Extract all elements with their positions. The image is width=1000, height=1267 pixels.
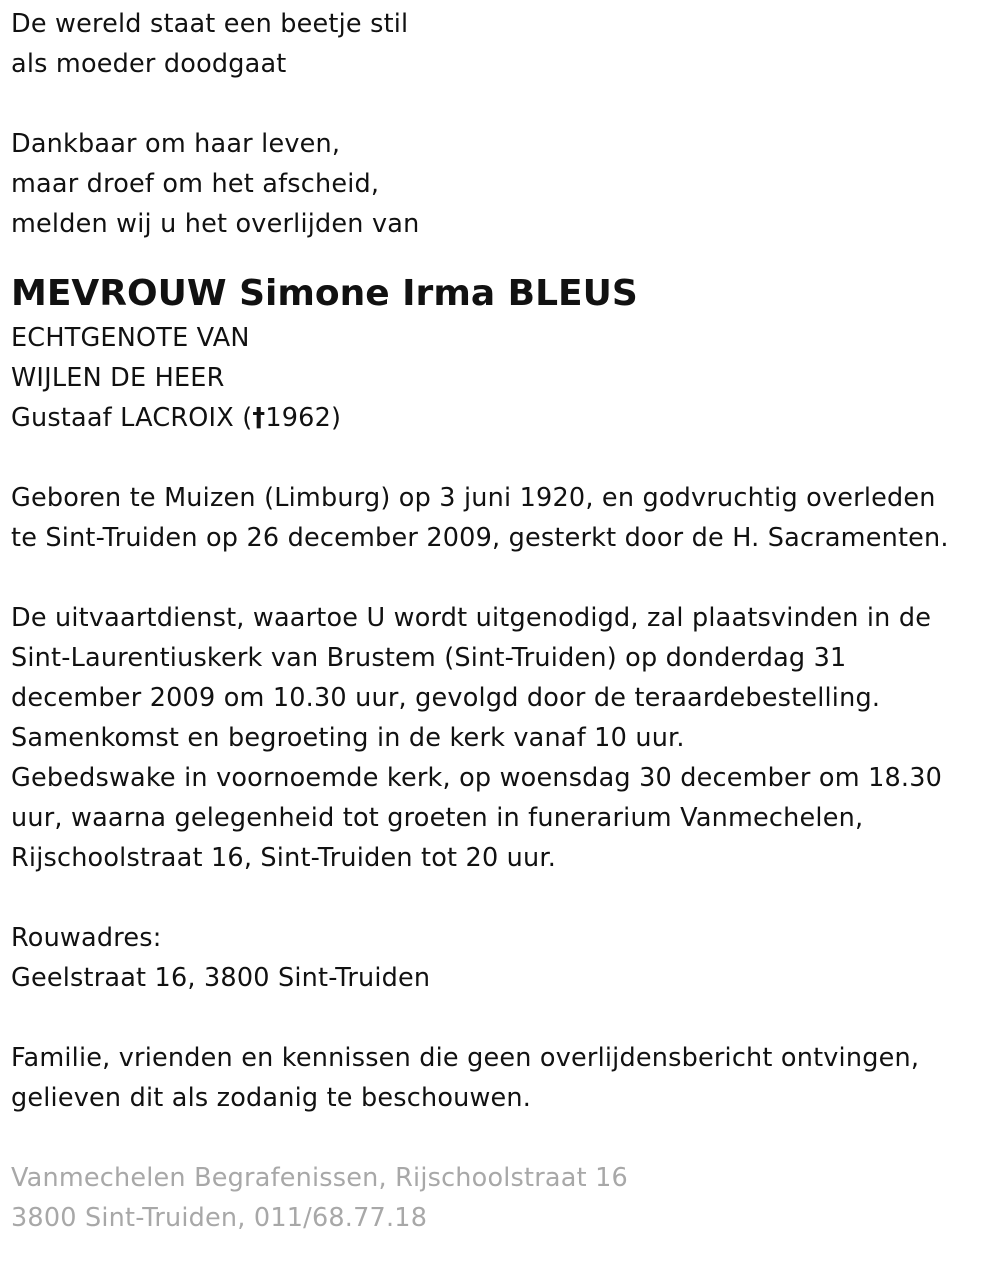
spouse-line: ECHTGENOTE VAN (11, 323, 250, 353)
funeral-line: december 2009 om 10.30 uur, gevolgd door de teraardebestelling. (11, 683, 881, 713)
birth-death-line: Geboren te Muizen (Limburg) op 3 juni 1920, en godvruchtig overleden (11, 483, 936, 513)
spouse-name: Gustaaf LACROIX ( (11, 403, 253, 433)
spouse-death-year: 1962) (265, 403, 342, 433)
poem-line: als moeder doodgaat (11, 49, 287, 79)
intro-line: melden wij u het overlijden van (11, 209, 420, 239)
birth-death-block (11, 478, 1000, 558)
intro-line: Dankbaar om haar leven, (11, 129, 341, 159)
mourning-address-block (11, 918, 1000, 998)
funeral-block (11, 598, 1000, 878)
undertaker-block (11, 1158, 1000, 1238)
spouse-name-line (11, 398, 1000, 438)
spacer (11, 998, 1000, 1038)
spouse-line: WIJLEN DE HEER (11, 363, 225, 393)
deceased-name: MEVROUW Simone Irma BLEUS (11, 273, 638, 314)
intro-block (11, 124, 1000, 244)
birth-death-line: te Sint-Truiden op 26 december 2009, gesterkt door de H. Sacramenten. (11, 523, 949, 553)
funeral-line: Sint-Laurentiuskerk van Brustem (Sint-Truiden) op donderdag 31 (11, 643, 847, 673)
mourning-address: Geelstraat 16, 3800 Sint-Truiden (11, 963, 431, 993)
notice-block (11, 1038, 1000, 1118)
funeral-line: Gebedswake in voornoemde kerk, op woensdag 30 december om 18.30 (11, 763, 943, 793)
spacer (11, 558, 1000, 598)
intro-line: maar droef om het afscheid, (11, 169, 380, 199)
spacer (11, 84, 1000, 124)
funeral-line: Rijschoolstraat 16, Sint-Truiden tot 20 uur. (11, 843, 557, 873)
spacer (11, 878, 1000, 918)
funeral-line: uur, waarna gelegenheid tot groeten in funerarium Vanmechelen, (11, 803, 864, 833)
poem-line: De wereld staat een beetje stil (11, 9, 409, 39)
funeral-line: Samenkomst en begroeting in de kerk vanaf 10 uur. (11, 723, 685, 753)
spacer (11, 1118, 1000, 1158)
mourning-address-label: Rouwadres: (11, 923, 162, 953)
notice-line: Familie, vrienden en kennissen die geen overlijdensbericht ontvingen, (11, 1043, 920, 1073)
funeral-line: De uitvaartdienst, waartoe U wordt uitgenodigd, zal plaatsvinden in de (11, 603, 932, 633)
poem-block (11, 4, 1000, 84)
spouse-block (11, 318, 1000, 438)
undertaker-line: 3800 Sint-Truiden, 011/68.77.18 (11, 1203, 428, 1233)
undertaker-line: Vanmechelen Begrafenissen, Rijschoolstraat 16 (11, 1163, 628, 1193)
cross-icon: † (252, 403, 266, 433)
spacer (11, 438, 1000, 478)
notice-line: gelieven dit als zodanig te beschouwen. (11, 1083, 532, 1113)
